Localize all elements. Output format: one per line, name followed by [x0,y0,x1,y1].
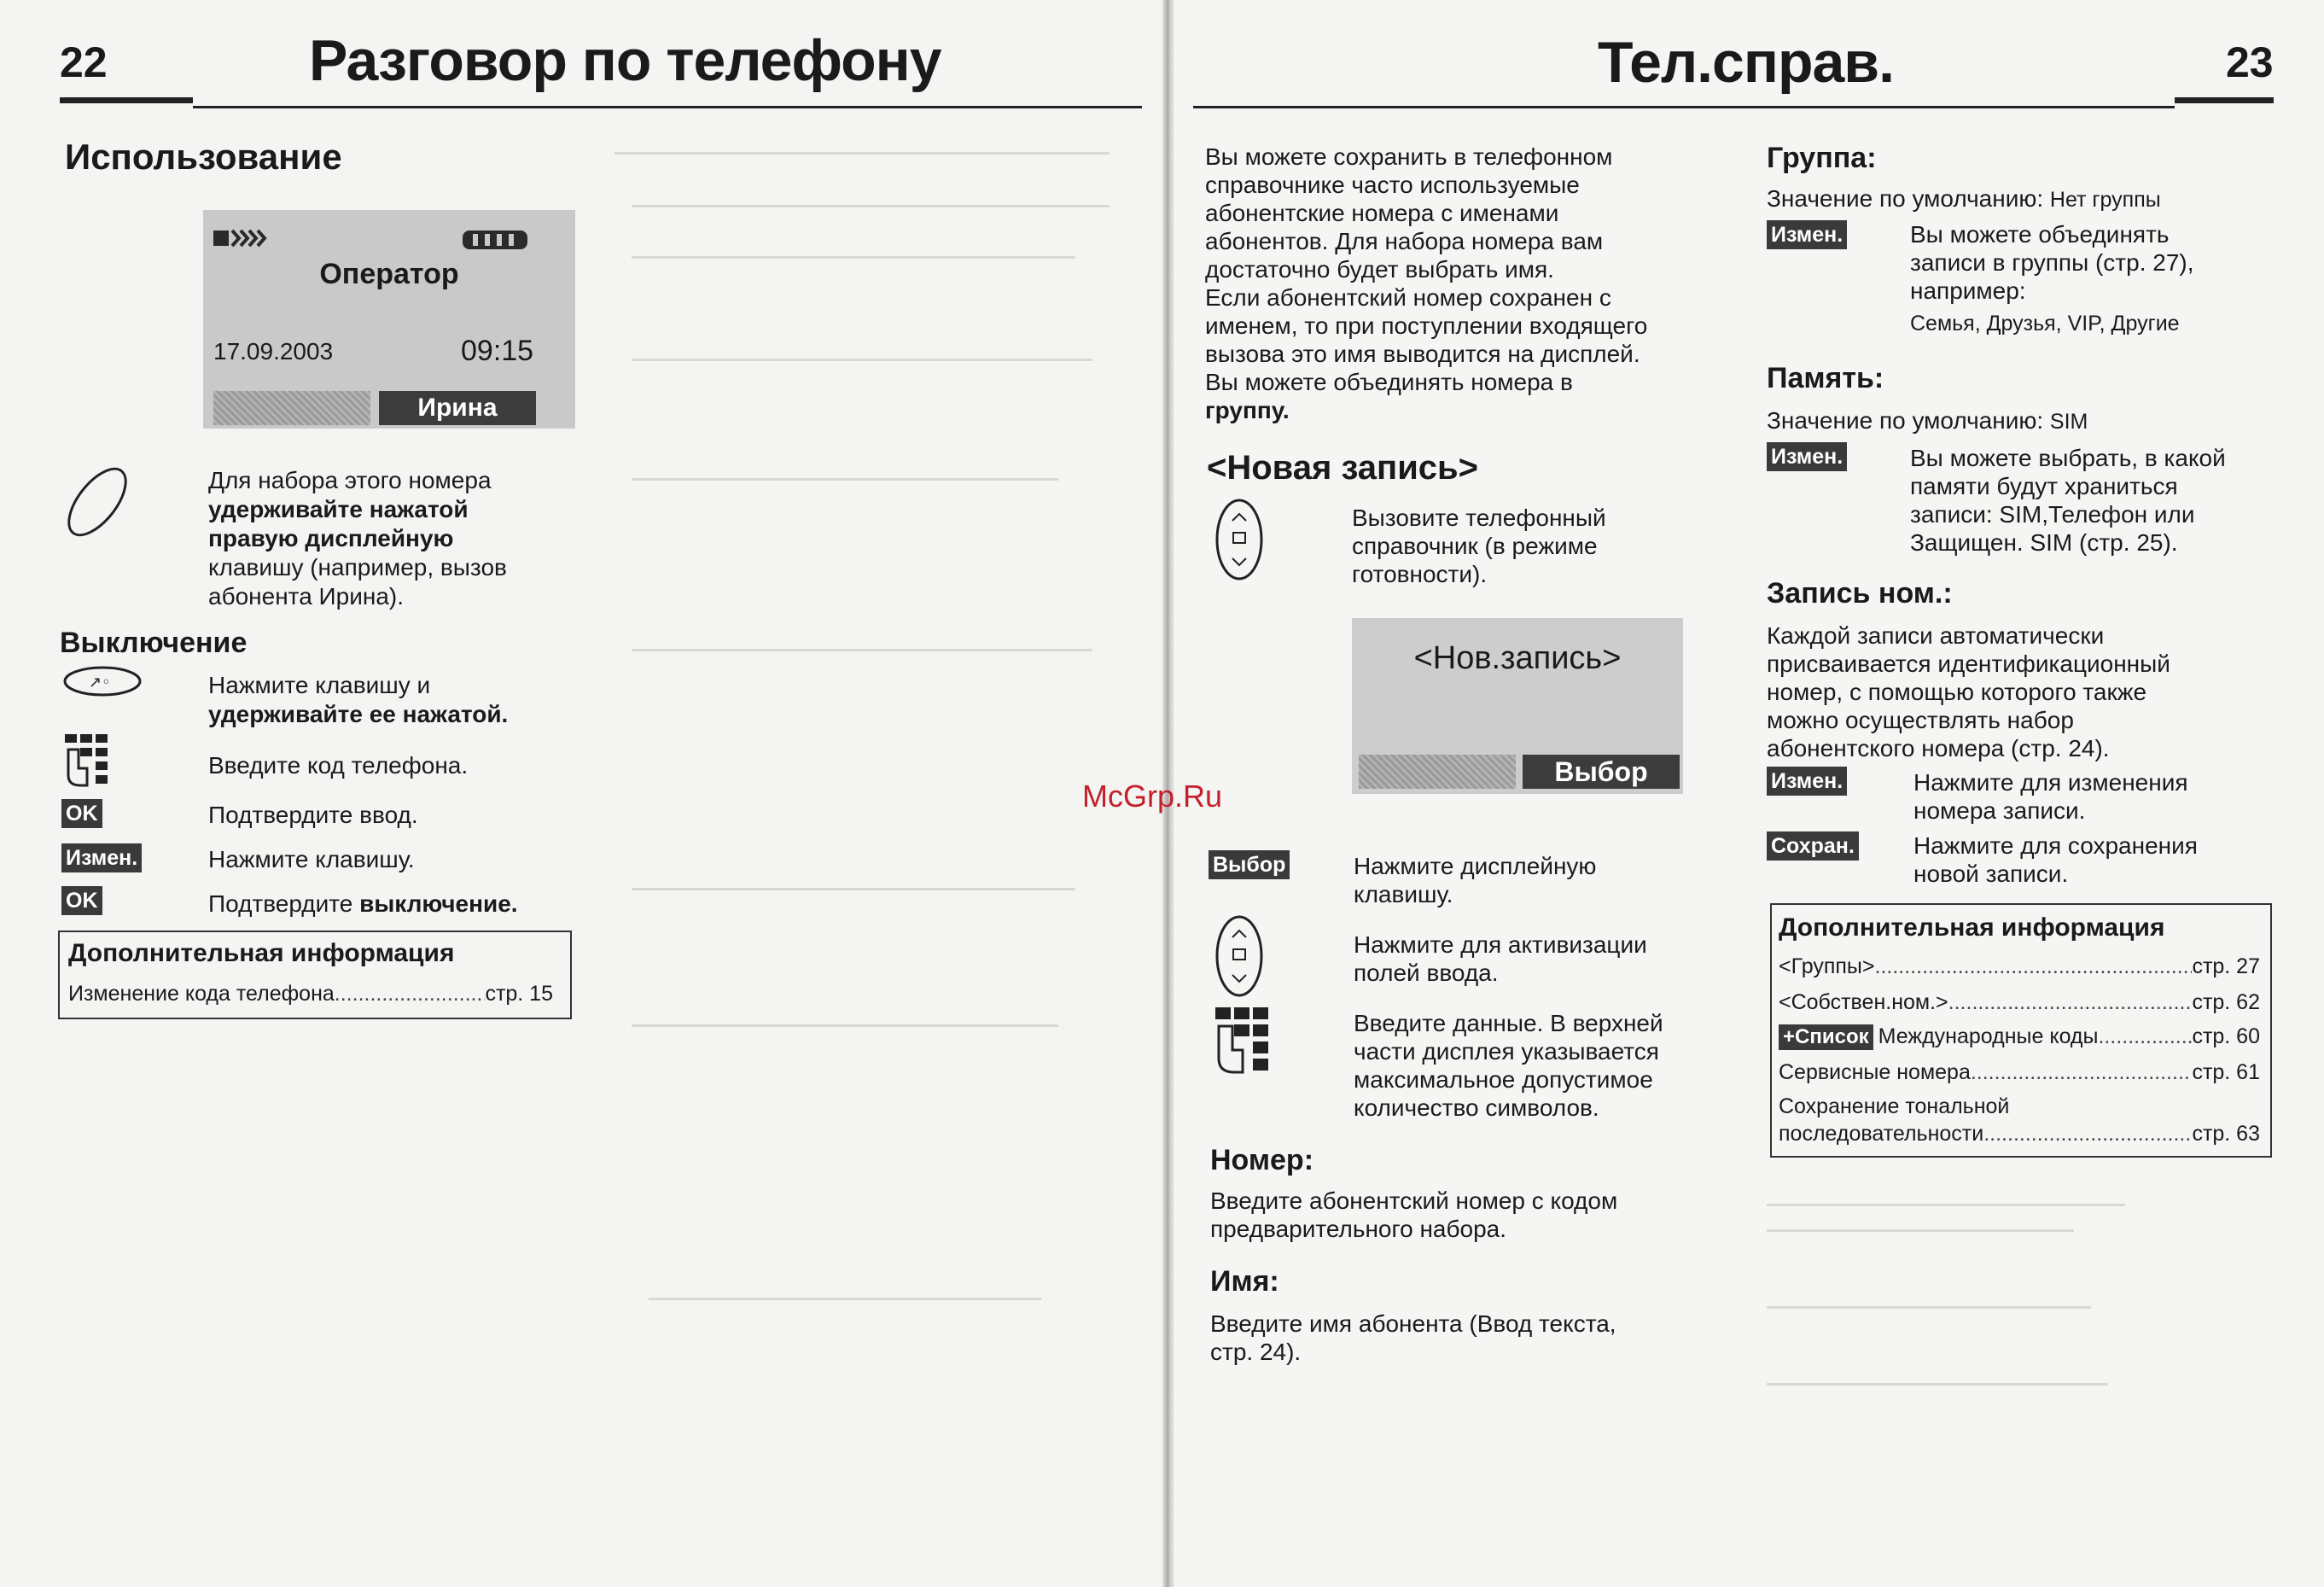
number-heading: Номер: [1210,1144,1314,1176]
off-step-4: Нажмите клавишу. [208,846,415,872]
record-save-line: новой записи. [1913,861,2069,887]
info-entry-label: Международные коды [1878,1024,2099,1048]
display-operator: Оператор [319,258,459,290]
info-box [58,931,572,1019]
default-prefix: Значение по умолчанию: [1767,185,2050,212]
info-entry[interactable] [1779,1060,2260,1085]
keypad-icon [1212,1007,1277,1079]
step-line: Нажмите для активизации [1354,931,1647,958]
keypad-icon [61,734,121,789]
title-rule [1193,106,2175,108]
leader-dots [335,982,486,1006]
number-line: Введите абонентский номер с кодом [1210,1187,1618,1214]
step-line: части дисплея указывается [1354,1038,1659,1065]
intro-line: именем, то при поступлении входящего [1205,312,1648,339]
leader-dots [2098,1024,2192,1050]
info-entry-label: Сохранение тональной [1779,1094,2010,1118]
info-entry-label: последовательности [1779,1122,1984,1146]
page-number-rule [2175,97,2274,103]
record-save-line: Нажмите для сохранения [1913,832,2198,859]
list-key: +Список [1779,1024,1873,1050]
info-box-title: Дополнительная информация [68,939,455,967]
record-line: можно осуществлять набор [1767,707,2074,733]
off-step-1-line: Нажмите клавишу и [208,672,431,698]
intro-line: Вы можете объединять номера в [1205,369,1573,395]
intro-line: достаточно будет выбрать имя. [1205,256,1554,283]
name-heading: Имя: [1210,1265,1279,1298]
info-entry-page: стр. 63 [2192,1122,2260,1146]
new-entry-step-4 [1354,1009,1663,1122]
memory-text [1910,444,2226,557]
end-key-icon [61,666,147,700]
group-text [1910,220,2194,337]
default-value: Нет группы [2049,188,2161,212]
number-text [1210,1187,1617,1243]
ok-key: OK [61,799,102,828]
memory-heading: Память: [1767,362,1884,394]
info-box-title: Дополнительная информация [1779,913,2165,942]
section-heading-off: Выключение [60,627,248,659]
change-key: Измен. [1767,220,1847,249]
select-key: Выбор [1209,850,1290,879]
info-entry-page: стр. 61 [2192,1060,2260,1084]
info-entry[interactable] [1779,990,2260,1015]
name-text [1210,1310,1616,1366]
new-entry-display [1352,618,1683,794]
record-number-text [1767,621,2170,762]
display-new-entry: <Нов.запись> [1413,640,1622,676]
record-change-line: Нажмите для изменения [1913,769,2188,796]
step-line: справочник (в режиме [1352,533,1598,559]
display-time: 09:15 [461,335,534,367]
change-key: Измен. [61,843,142,872]
off-step-5 [208,890,518,919]
group-default [1767,184,2161,213]
intro-line: справочнике часто используемые [1205,172,1580,198]
intro-line-bold: группу. [1205,397,1290,423]
intro-line: абонентские номера с именами [1205,200,1559,226]
record-save-text [1913,831,2198,888]
step-line: готовности). [1352,561,1488,587]
off-step-1-bold: удерживайте ее нажатой. [208,701,509,727]
new-entry-step-2 [1354,852,1596,908]
nav-key-icon [1214,497,1268,582]
info-entry-page: стр. 62 [2192,990,2260,1014]
leader-dots [1948,990,2193,1015]
page-title: Разговор по телефону [309,28,941,93]
step-line: клавишу. [1354,881,1453,907]
battery-icon [461,229,533,251]
new-entry-step-1 [1352,504,1606,588]
softkey-left [213,391,370,425]
signal-icon [213,227,282,251]
change-key: Измен. [1767,442,1847,471]
step-line: полей ввода. [1354,960,1499,986]
softkey-icon [61,461,147,546]
page-number-rule [60,97,193,103]
save-key: Сохран. [1767,831,1859,861]
group-heading: Группа: [1767,142,1877,174]
step-line: Введите данные. В верхней [1354,1010,1663,1036]
page-number: 23 [2226,38,2274,86]
record-line: номер, с помощью которого также [1767,679,2147,705]
info-entry-label: <Группы> [1779,954,1875,978]
new-entry-step-3 [1354,931,1647,987]
info-entry-label: Сервисные номера [1779,1060,1971,1084]
watermark: McGrp.Ru [1082,779,1223,814]
memory-line: Защищен. SIM (стр. 25). [1910,529,2178,556]
leader-dots [1983,1122,2192,1146]
off-step-5-bold: выключение. [359,890,518,917]
usage-text-line: Для набора этого номера [208,467,492,493]
group-line: записи в группы (стр. 27), [1910,249,2194,276]
off-step-3: Подтвердите ввод. [208,802,418,828]
default-prefix: Значение по умолчанию: [1767,407,2050,434]
info-entry-label: Изменение кода телефона [68,982,335,1006]
record-line: присваивается идентификационный [1767,651,2170,677]
step-line: количество символов. [1354,1094,1599,1121]
group-line: например: [1910,277,2026,304]
intro-line: абонентов. Для набора номера вам [1205,228,1604,254]
record-number-heading: Запись ном.: [1767,577,1953,610]
info-entry[interactable] [1779,1024,2260,1050]
softkey-select: Выбор [1523,755,1680,789]
page-number: 22 [60,38,108,86]
intro-text [1205,143,1647,424]
display-date: 17.09.2003 [213,338,334,365]
intro-line: Вы можете сохранить в телефонном [1205,143,1613,170]
info-entry-page: стр. 27 [2192,954,2260,978]
phone-display [203,210,575,429]
step-line: максимальное допустимое [1354,1066,1653,1093]
off-step-5-prefix: Подтвердите [208,890,360,917]
info-box [1770,903,2272,1158]
info-entry-page: стр. 60 [2192,1024,2260,1048]
record-change-line: номера записи. [1913,797,2086,824]
softkey-right: Ирина [379,391,536,425]
title-rule [193,106,1142,108]
info-entry-page: стр. 15 [485,982,553,1006]
info-entry-label: <Собствен.ном.> [1779,990,1948,1014]
off-step-1 [208,671,508,729]
leader-dots [1875,954,2193,979]
info-entry[interactable] [68,982,553,1006]
nav-key-icon [1214,913,1268,999]
section-heading-usage: Использование [65,137,342,177]
usage-text-line: клавишу (например, вызов [208,554,507,581]
info-entry[interactable] [1779,1094,2260,1119]
default-value: SIM [2049,410,2088,434]
new-entry-heading: <Новая запись> [1207,449,1478,487]
info-entry[interactable] [1779,1122,2260,1146]
usage-text [208,466,507,611]
intro-line: Если абонентский номер сохранен с [1205,284,1611,311]
svg-text:↗◦: ↗◦ [89,674,111,691]
step-line: Нажмите дисплейную [1354,853,1597,879]
group-examples: Семья, Друзья, VIP, Другие [1910,312,2180,335]
page-title: Тел.справ. [1598,30,1894,95]
intro-line: вызова это имя выводится на дисплей. [1205,341,1640,367]
memory-default [1767,406,2088,435]
memory-line: записи: SIM,Телефон или [1910,501,2195,528]
record-line: абонентского номера (стр. 24). [1767,735,2110,761]
name-line: Введите имя абонента (Ввод текста, [1210,1310,1616,1337]
number-line: предварительного набора. [1210,1216,1507,1242]
memory-line: памяти будут храниться [1910,473,2178,499]
record-change-text [1913,768,2188,825]
step-line: Вызовите телефонный [1352,505,1606,531]
leader-dots [1971,1060,2193,1085]
info-entry[interactable] [1779,954,2260,979]
usage-text-bold: удерживайте нажатой [208,496,469,522]
name-line: стр. 24). [1210,1339,1302,1365]
change-key: Измен. [1767,767,1847,796]
memory-line: Вы можете выбрать, в какой [1910,445,2226,471]
off-step-2: Введите код телефона. [208,752,469,779]
softkey-left [1359,755,1516,789]
usage-text-line: абонента Ирина). [208,583,405,610]
right-page [1174,0,2324,1587]
usage-text-bold: правую дисплейную [208,525,454,551]
record-line: Каждой записи автоматически [1767,622,2105,649]
ok-key: OK [61,886,102,915]
group-line: Вы можете объединять [1910,221,2170,248]
